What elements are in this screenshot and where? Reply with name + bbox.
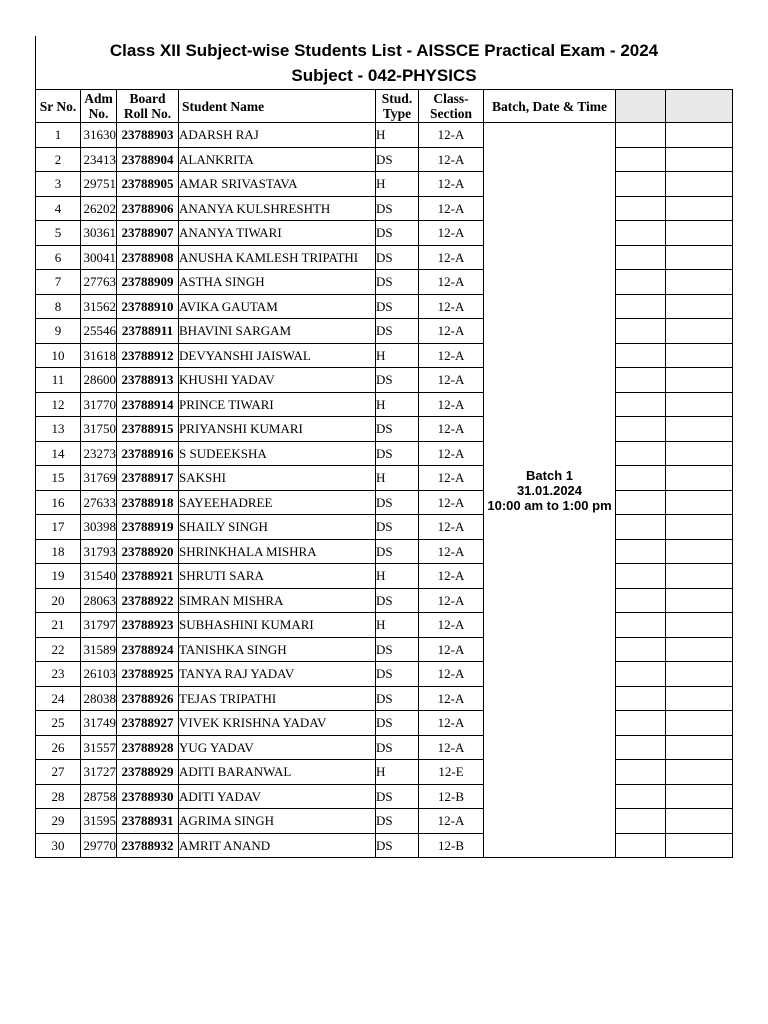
- class-section-cell: 12-A: [419, 515, 484, 540]
- board-roll-no-cell: 23788914: [117, 392, 179, 417]
- extra-cell-2: [666, 368, 733, 393]
- class-section-cell: 12-A: [419, 735, 484, 760]
- table-row: [36, 711, 733, 736]
- extra-cell-1: [616, 637, 666, 662]
- student-name-cell: AMRIT ANAND: [179, 833, 376, 858]
- table-row: [36, 588, 733, 613]
- board-roll-no-cell: 23788910: [117, 294, 179, 319]
- sr-no-cell: 26: [36, 735, 81, 760]
- extra-cell-2: [666, 515, 733, 540]
- student-name-cell: ANUSHA KAMLESH TRIPATHI: [179, 245, 376, 270]
- board-roll-no-cell: 23788908: [117, 245, 179, 270]
- board-roll-no-cell: 23788919: [117, 515, 179, 540]
- stud-type-cell: H: [376, 564, 419, 589]
- class-section-cell: 12-A: [419, 343, 484, 368]
- class-section-cell: 12-A: [419, 809, 484, 834]
- adm-no-cell: 23273: [81, 441, 117, 466]
- extra-cell-1: [616, 368, 666, 393]
- extra-cell-1: [616, 760, 666, 785]
- stud-type-cell: DS: [376, 221, 419, 246]
- sr-no-cell: 5: [36, 221, 81, 246]
- extra-cell-1: [616, 196, 666, 221]
- student-name-cell: SHRINKHALA MISHRA: [179, 539, 376, 564]
- extra-cell-2: [666, 833, 733, 858]
- student-name-cell: AMAR SRIVASTAVA: [179, 172, 376, 197]
- table-row: [36, 441, 733, 466]
- extra-cell-2: [666, 539, 733, 564]
- adm-no-cell: 31557: [81, 735, 117, 760]
- class-section-cell: 12-A: [419, 466, 484, 491]
- batch-time: 10:00 am to 1:00 pm: [487, 497, 612, 513]
- extra-cell-1: [616, 245, 666, 270]
- header-stud-type: Stud. Type: [376, 90, 419, 123]
- class-section-cell: 12-A: [419, 123, 484, 148]
- header-adm-no: Adm No.: [81, 90, 117, 123]
- class-section-cell: 12-A: [419, 686, 484, 711]
- board-roll-no-cell: 23788912: [117, 343, 179, 368]
- class-section-cell: 12-A: [419, 319, 484, 344]
- header-extra-2: [666, 90, 733, 123]
- board-roll-no-cell: 23788915: [117, 417, 179, 442]
- adm-no-cell: 28063: [81, 588, 117, 613]
- stud-type-cell: DS: [376, 368, 419, 393]
- stud-type-cell: DS: [376, 735, 419, 760]
- table-row: [36, 368, 733, 393]
- board-roll-no-cell: 23788930: [117, 784, 179, 809]
- class-section-cell: 12-A: [419, 613, 484, 638]
- sr-no-cell: 3: [36, 172, 81, 197]
- adm-no-cell: 29751: [81, 172, 117, 197]
- extra-cell-1: [616, 221, 666, 246]
- adm-no-cell: 31797: [81, 613, 117, 638]
- adm-no-cell: 30398: [81, 515, 117, 540]
- stud-type-cell: H: [376, 613, 419, 638]
- board-roll-no-cell: 23788906: [117, 196, 179, 221]
- stud-type-cell: DS: [376, 637, 419, 662]
- adm-no-cell: 31540: [81, 564, 117, 589]
- stud-type-cell: DS: [376, 686, 419, 711]
- extra-cell-1: [616, 441, 666, 466]
- table-row: [36, 417, 733, 442]
- stud-type-cell: DS: [376, 539, 419, 564]
- adm-no-cell: 27633: [81, 490, 117, 515]
- student-name-cell: ANANYA KULSHRESHTH: [179, 196, 376, 221]
- board-roll-no-cell: 23788932: [117, 833, 179, 858]
- table-row: [36, 343, 733, 368]
- extra-cell-2: [666, 809, 733, 834]
- extra-cell-2: [666, 760, 733, 785]
- class-section-cell: 12-B: [419, 833, 484, 858]
- header-student-name: Student Name: [179, 90, 376, 123]
- table-row: [36, 760, 733, 785]
- stud-type-cell: DS: [376, 319, 419, 344]
- class-section-cell: 12-A: [419, 172, 484, 197]
- class-section-cell: 12-A: [419, 368, 484, 393]
- extra-cell-1: [616, 662, 666, 687]
- student-name-cell: SHAILY SINGH: [179, 515, 376, 540]
- stud-type-cell: H: [376, 343, 419, 368]
- table-row: [36, 515, 733, 540]
- table-row: [36, 221, 733, 246]
- board-roll-no-cell: 23788918: [117, 490, 179, 515]
- extra-cell-1: [616, 613, 666, 638]
- class-section-cell: 12-A: [419, 564, 484, 589]
- table-row: [36, 270, 733, 295]
- extra-cell-1: [616, 123, 666, 148]
- table-row: [36, 392, 733, 417]
- sr-no-cell: 2: [36, 147, 81, 172]
- student-name-cell: KHUSHI YADAV: [179, 368, 376, 393]
- header-board-roll-no: Board Roll No.: [117, 90, 179, 123]
- stud-type-cell: DS: [376, 809, 419, 834]
- student-name-cell: ASTHA SINGH: [179, 270, 376, 295]
- student-name-cell: YUG YADAV: [179, 735, 376, 760]
- adm-no-cell: 31595: [81, 809, 117, 834]
- stud-type-cell: DS: [376, 515, 419, 540]
- class-section-cell: 12-B: [419, 784, 484, 809]
- header-batch-date-time: Batch, Date & Time: [484, 90, 616, 123]
- class-section-cell: 12-A: [419, 417, 484, 442]
- adm-no-cell: 28038: [81, 686, 117, 711]
- extra-cell-1: [616, 147, 666, 172]
- board-roll-no-cell: 23788907: [117, 221, 179, 246]
- extra-cell-2: [666, 662, 733, 687]
- student-list-table: [35, 89, 733, 858]
- stud-type-cell: DS: [376, 490, 419, 515]
- table-row: [36, 123, 733, 148]
- stud-type-cell: DS: [376, 245, 419, 270]
- stud-type-cell: DS: [376, 270, 419, 295]
- student-name-cell: ADITI BARANWAL: [179, 760, 376, 785]
- table-row: [36, 539, 733, 564]
- adm-no-cell: 31769: [81, 466, 117, 491]
- table-row: [36, 466, 733, 491]
- extra-cell-2: [666, 588, 733, 613]
- board-roll-no-cell: 23788922: [117, 588, 179, 613]
- adm-no-cell: 31727: [81, 760, 117, 785]
- extra-cell-1: [616, 588, 666, 613]
- table-header-row: [36, 90, 733, 123]
- extra-cell-1: [616, 270, 666, 295]
- extra-cell-2: [666, 196, 733, 221]
- table-row: [36, 833, 733, 858]
- stud-type-cell: H: [376, 123, 419, 148]
- extra-cell-1: [616, 833, 666, 858]
- board-roll-no-cell: 23788925: [117, 662, 179, 687]
- stud-type-cell: DS: [376, 588, 419, 613]
- student-name-cell: TANYA RAJ YADAV: [179, 662, 376, 687]
- subject-title: Subject - 042-PHYSICS: [291, 66, 477, 85]
- board-roll-no-cell: 23788909: [117, 270, 179, 295]
- student-name-cell: VIVEK KRISHNA YADAV: [179, 711, 376, 736]
- sr-no-cell: 12: [36, 392, 81, 417]
- sr-no-cell: 30: [36, 833, 81, 858]
- sr-no-cell: 8: [36, 294, 81, 319]
- sr-no-cell: 9: [36, 319, 81, 344]
- extra-cell-1: [616, 319, 666, 344]
- sr-no-cell: 23: [36, 662, 81, 687]
- student-name-cell: PRINCE TIWARI: [179, 392, 376, 417]
- sr-no-cell: 18: [36, 539, 81, 564]
- adm-no-cell: 31618: [81, 343, 117, 368]
- extra-cell-1: [616, 711, 666, 736]
- extra-cell-2: [666, 466, 733, 491]
- student-name-cell: ADARSH RAJ: [179, 123, 376, 148]
- class-section-cell: 12-A: [419, 711, 484, 736]
- extra-cell-1: [616, 490, 666, 515]
- board-roll-no-cell: 23788920: [117, 539, 179, 564]
- stud-type-cell: DS: [376, 711, 419, 736]
- extra-cell-2: [666, 245, 733, 270]
- extra-cell-2: [666, 221, 733, 246]
- sr-no-cell: 15: [36, 466, 81, 491]
- class-section-cell: 12-A: [419, 294, 484, 319]
- adm-no-cell: 28600: [81, 368, 117, 393]
- table-row: [36, 735, 733, 760]
- extra-cell-2: [666, 417, 733, 442]
- student-name-cell: ANANYA TIWARI: [179, 221, 376, 246]
- extra-cell-2: [666, 613, 733, 638]
- board-roll-no-cell: 23788904: [117, 147, 179, 172]
- extra-cell-1: [616, 809, 666, 834]
- extra-cell-2: [666, 319, 733, 344]
- table-row: [36, 196, 733, 221]
- sr-no-cell: 6: [36, 245, 81, 270]
- sr-no-cell: 16: [36, 490, 81, 515]
- stud-type-cell: DS: [376, 147, 419, 172]
- sr-no-cell: 17: [36, 515, 81, 540]
- table-row: [36, 245, 733, 270]
- board-roll-no-cell: 23788913: [117, 368, 179, 393]
- adm-no-cell: 23413: [81, 147, 117, 172]
- header-sr-no: Sr No.: [36, 90, 81, 123]
- board-roll-no-cell: 23788905: [117, 172, 179, 197]
- student-name-cell: TANISHKA SINGH: [179, 637, 376, 662]
- table-row: [36, 637, 733, 662]
- student-name-cell: AVIKA GAUTAM: [179, 294, 376, 319]
- stud-type-cell: H: [376, 172, 419, 197]
- sr-no-cell: 10: [36, 343, 81, 368]
- extra-cell-2: [666, 441, 733, 466]
- sr-no-cell: 13: [36, 417, 81, 442]
- class-section-cell: 12-A: [419, 270, 484, 295]
- student-name-cell: ADITI YADAV: [179, 784, 376, 809]
- adm-no-cell: 27763: [81, 270, 117, 295]
- table-row: [36, 564, 733, 589]
- stud-type-cell: H: [376, 466, 419, 491]
- student-name-cell: BHAVINI SARGAM: [179, 319, 376, 344]
- board-roll-no-cell: 23788926: [117, 686, 179, 711]
- extra-cell-1: [616, 735, 666, 760]
- batch-name: Batch 1: [526, 467, 573, 483]
- table-row: [36, 662, 733, 687]
- class-section-cell: 12-E: [419, 760, 484, 785]
- extra-cell-1: [616, 564, 666, 589]
- board-roll-no-cell: 23788921: [117, 564, 179, 589]
- class-section-cell: 12-A: [419, 637, 484, 662]
- extra-cell-2: [666, 686, 733, 711]
- sr-no-cell: 14: [36, 441, 81, 466]
- class-section-cell: 12-A: [419, 221, 484, 246]
- board-roll-no-cell: 23788923: [117, 613, 179, 638]
- sr-no-cell: 11: [36, 368, 81, 393]
- sr-no-cell: 7: [36, 270, 81, 295]
- extra-cell-1: [616, 417, 666, 442]
- page-title: Class XII Subject-wise Students List - AISSCE Practical Exam - 2024: [109, 41, 659, 60]
- board-roll-no-cell: 23788917: [117, 466, 179, 491]
- class-section-cell: 12-A: [419, 441, 484, 466]
- sr-no-cell: 1: [36, 123, 81, 148]
- sr-no-cell: 29: [36, 809, 81, 834]
- board-roll-no-cell: 23788916: [117, 441, 179, 466]
- extra-cell-2: [666, 270, 733, 295]
- adm-no-cell: 25546: [81, 319, 117, 344]
- student-name-cell: SAYEEHADREE: [179, 490, 376, 515]
- board-roll-no-cell: 23788927: [117, 711, 179, 736]
- extra-cell-2: [666, 172, 733, 197]
- extra-cell-1: [616, 172, 666, 197]
- student-name-cell: SUBHASHINI KUMARI: [179, 613, 376, 638]
- stud-type-cell: H: [376, 760, 419, 785]
- extra-cell-2: [666, 735, 733, 760]
- student-name-cell: S SUDEEKSHA: [179, 441, 376, 466]
- extra-cell-2: [666, 784, 733, 809]
- extra-cell-2: [666, 392, 733, 417]
- student-name-cell: DEVYANSHI JAISWAL: [179, 343, 376, 368]
- student-name-cell: ALANKRITA: [179, 147, 376, 172]
- sr-no-cell: 20: [36, 588, 81, 613]
- adm-no-cell: 31589: [81, 637, 117, 662]
- board-roll-no-cell: 23788903: [117, 123, 179, 148]
- adm-no-cell: 30041: [81, 245, 117, 270]
- board-roll-no-cell: 23788924: [117, 637, 179, 662]
- table-row: [36, 686, 733, 711]
- student-name-cell: SIMRAN MISHRA: [179, 588, 376, 613]
- board-roll-no-cell: 23788931: [117, 809, 179, 834]
- table-row: [36, 319, 733, 344]
- table-row: [36, 147, 733, 172]
- class-section-cell: 12-A: [419, 588, 484, 613]
- extra-cell-2: [666, 343, 733, 368]
- stud-type-cell: DS: [376, 294, 419, 319]
- adm-no-cell: 31562: [81, 294, 117, 319]
- table-row: [36, 172, 733, 197]
- extra-cell-2: [666, 490, 733, 515]
- extra-cell-1: [616, 515, 666, 540]
- sr-no-cell: 19: [36, 564, 81, 589]
- adm-no-cell: 29770: [81, 833, 117, 858]
- extra-cell-2: [666, 294, 733, 319]
- student-name-cell: PRIYANSHI KUMARI: [179, 417, 376, 442]
- adm-no-cell: 31750: [81, 417, 117, 442]
- board-roll-no-cell: 23788928: [117, 735, 179, 760]
- student-name-cell: SAKSHI: [179, 466, 376, 491]
- class-section-cell: 12-A: [419, 490, 484, 515]
- batch-cell: [484, 123, 616, 858]
- adm-no-cell: 31630: [81, 123, 117, 148]
- class-section-cell: 12-A: [419, 147, 484, 172]
- extra-cell-1: [616, 686, 666, 711]
- stud-type-cell: DS: [376, 196, 419, 221]
- extra-cell-1: [616, 539, 666, 564]
- board-roll-no-cell: 23788929: [117, 760, 179, 785]
- batch-date: 31.01.2024: [516, 482, 583, 498]
- adm-no-cell: 31793: [81, 539, 117, 564]
- student-name-cell: SHRUTI SARA: [179, 564, 376, 589]
- class-section-cell: 12-A: [419, 245, 484, 270]
- extra-cell-2: [666, 147, 733, 172]
- sr-no-cell: 4: [36, 196, 81, 221]
- table-row: [36, 784, 733, 809]
- extra-cell-2: [666, 711, 733, 736]
- sr-no-cell: 22: [36, 637, 81, 662]
- stud-type-cell: DS: [376, 833, 419, 858]
- table-body: [36, 123, 733, 858]
- stud-type-cell: DS: [376, 441, 419, 466]
- extra-cell-1: [616, 294, 666, 319]
- sr-no-cell: 28: [36, 784, 81, 809]
- extra-cell-1: [616, 784, 666, 809]
- adm-no-cell: 30361: [81, 221, 117, 246]
- extra-cell-2: [666, 637, 733, 662]
- adm-no-cell: 28758: [81, 784, 117, 809]
- table-row: [36, 809, 733, 834]
- header-class-section: Class-Section: [419, 90, 484, 123]
- class-section-cell: 12-A: [419, 662, 484, 687]
- sr-no-cell: 27: [36, 760, 81, 785]
- table-row: [36, 490, 733, 515]
- sr-no-cell: 24: [36, 686, 81, 711]
- adm-no-cell: 26202: [81, 196, 117, 221]
- board-roll-no-cell: 23788911: [117, 319, 179, 344]
- adm-no-cell: 31749: [81, 711, 117, 736]
- table-row: [36, 294, 733, 319]
- sr-no-cell: 21: [36, 613, 81, 638]
- extra-cell-1: [616, 343, 666, 368]
- class-section-cell: 12-A: [419, 196, 484, 221]
- stud-type-cell: DS: [376, 784, 419, 809]
- class-section-cell: 12-A: [419, 392, 484, 417]
- adm-no-cell: 26103: [81, 662, 117, 687]
- extra-cell-1: [616, 466, 666, 491]
- table-row: [36, 613, 733, 638]
- extra-cell-1: [616, 392, 666, 417]
- student-name-cell: AGRIMA SINGH: [179, 809, 376, 834]
- stud-type-cell: DS: [376, 662, 419, 687]
- header-extra-1: [616, 90, 666, 123]
- sr-no-cell: 25: [36, 711, 81, 736]
- stud-type-cell: DS: [376, 417, 419, 442]
- class-section-cell: 12-A: [419, 539, 484, 564]
- adm-no-cell: 31770: [81, 392, 117, 417]
- stud-type-cell: H: [376, 392, 419, 417]
- extra-cell-2: [666, 123, 733, 148]
- student-name-cell: TEJAS TRIPATHI: [179, 686, 376, 711]
- extra-cell-2: [666, 564, 733, 589]
